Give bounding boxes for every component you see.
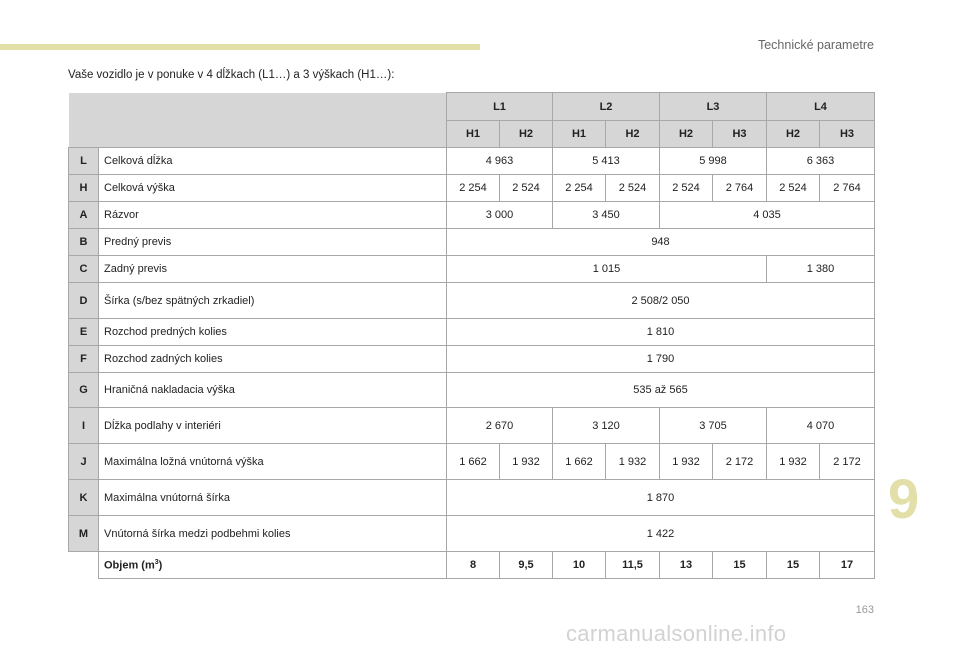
value-cell: 2 524 <box>500 175 553 202</box>
row-code: G <box>69 373 99 408</box>
value-cell: 2 764 <box>820 175 875 202</box>
value-cell: 3 120 <box>553 408 660 444</box>
value-cell: 2 524 <box>660 175 713 202</box>
row-code: C <box>69 256 99 283</box>
table-row <box>69 346 875 373</box>
row-label: Rozchod predných kolies <box>99 319 447 346</box>
row-label: Vnútorná šírka medzi podbehmi kolies <box>99 516 447 552</box>
volume-row <box>69 552 875 579</box>
row-code: I <box>69 408 99 444</box>
value-cell: 1 932 <box>767 444 820 480</box>
row-label: Predný previs <box>99 229 447 256</box>
length-header-row <box>69 93 875 121</box>
row-code: F <box>69 346 99 373</box>
table-row <box>69 444 875 480</box>
row-code: E <box>69 319 99 346</box>
dimensions-table <box>68 92 875 579</box>
value-cell: 2 508/2 050 <box>447 283 875 319</box>
value-cell: 1 015 <box>447 256 767 283</box>
value-cell: 4 070 <box>767 408 875 444</box>
value-cell: 17 <box>820 552 875 579</box>
watermark: carmanualsonline.info <box>566 621 787 646</box>
row-label: Rázvor <box>99 202 447 229</box>
height-header: H2 <box>767 121 820 148</box>
value-cell: 4 963 <box>447 148 553 175</box>
value-cell: 5 413 <box>553 148 660 175</box>
value-cell: 1 790 <box>447 346 875 373</box>
row-label: Šírka (s/bez spätných zrkadiel) <box>99 283 447 319</box>
value-cell: 2 172 <box>713 444 767 480</box>
row-label: Maximálna ložná vnútorná výška <box>99 444 447 480</box>
row-label: Zadný previs <box>99 256 447 283</box>
page-number: 163 <box>855 604 874 616</box>
value-cell: 1 932 <box>606 444 660 480</box>
row-label: Hraničná nakladacia výška <box>99 373 447 408</box>
value-cell: 1 422 <box>447 516 875 552</box>
table-row <box>69 175 875 202</box>
intro-text: Vaše vozidlo je v ponuke v 4 dĺžkach (L1…) a 3 výškach (H1…): <box>68 69 395 81</box>
height-header: H2 <box>606 121 660 148</box>
value-cell: 4 035 <box>660 202 875 229</box>
length-header: L4 <box>767 93 875 121</box>
table-row <box>69 408 875 444</box>
table-row <box>69 516 875 552</box>
value-cell: 1 662 <box>447 444 500 480</box>
value-cell: 3 000 <box>447 202 553 229</box>
value-cell: 5 998 <box>660 148 767 175</box>
length-header: L3 <box>660 93 767 121</box>
row-code: J <box>69 444 99 480</box>
chapter-number: 9 <box>888 467 920 530</box>
height-header-row <box>69 121 875 148</box>
height-header: H2 <box>500 121 553 148</box>
row-label: Dĺžka podlahy v interiéri <box>99 408 447 444</box>
length-header: L2 <box>553 93 660 121</box>
value-cell: 1 870 <box>447 480 875 516</box>
volume-label: Objem $(m^3)$ <box>99 552 447 579</box>
value-cell: 2 764 <box>713 175 767 202</box>
value-cell: 1 932 <box>660 444 713 480</box>
value-cell: 2 524 <box>767 175 820 202</box>
value-cell: 535 až 565 <box>447 373 875 408</box>
value-cell: 15 <box>713 552 767 579</box>
value-cell: 2 254 <box>447 175 500 202</box>
table-row <box>69 256 875 283</box>
row-code: L <box>69 148 99 175</box>
table-row <box>69 229 875 256</box>
row-code: M <box>69 516 99 552</box>
height-header: H3 <box>713 121 767 148</box>
table-row <box>69 283 875 319</box>
table-row <box>69 480 875 516</box>
row-code: H <box>69 175 99 202</box>
value-cell: 11,5 <box>606 552 660 579</box>
value-cell: 2 670 <box>447 408 553 444</box>
height-header: H1 <box>447 121 500 148</box>
row-code: B <box>69 229 99 256</box>
value-cell: 1 380 <box>767 256 875 283</box>
value-cell: 15 <box>767 552 820 579</box>
value-cell: 2 524 <box>606 175 660 202</box>
length-header: L1 <box>447 93 553 121</box>
value-cell: 3 705 <box>660 408 767 444</box>
height-header: H1 <box>553 121 606 148</box>
value-cell: 3 450 <box>553 202 660 229</box>
height-header: H2 <box>660 121 713 148</box>
row-label: Rozchod zadných kolies <box>99 346 447 373</box>
value-cell: 6 363 <box>767 148 875 175</box>
value-cell: 10 <box>553 552 606 579</box>
value-cell: 1 932 <box>500 444 553 480</box>
value-cell: 8 <box>447 552 500 579</box>
row-code: D <box>69 283 99 319</box>
row-label: Maximálna vnútorná šírka <box>99 480 447 516</box>
section-title: Technické parametre <box>757 38 874 52</box>
value-cell: 1 662 <box>553 444 606 480</box>
value-cell: 948 <box>447 229 875 256</box>
row-code: A <box>69 202 99 229</box>
value-cell: 2 254 <box>553 175 606 202</box>
value-cell: 9,5 <box>500 552 553 579</box>
row-label: Celková dĺžka <box>99 148 447 175</box>
table-row <box>69 148 875 175</box>
table-row <box>69 319 875 346</box>
value-cell: 13 <box>660 552 713 579</box>
value-cell: 1 810 <box>447 319 875 346</box>
table-row <box>69 373 875 408</box>
height-header: H3 <box>820 121 875 148</box>
header-accent-bar <box>0 44 480 50</box>
row-label: Celková výška <box>99 175 447 202</box>
table-row <box>69 202 875 229</box>
row-code: K <box>69 480 99 516</box>
value-cell: 2 172 <box>820 444 875 480</box>
